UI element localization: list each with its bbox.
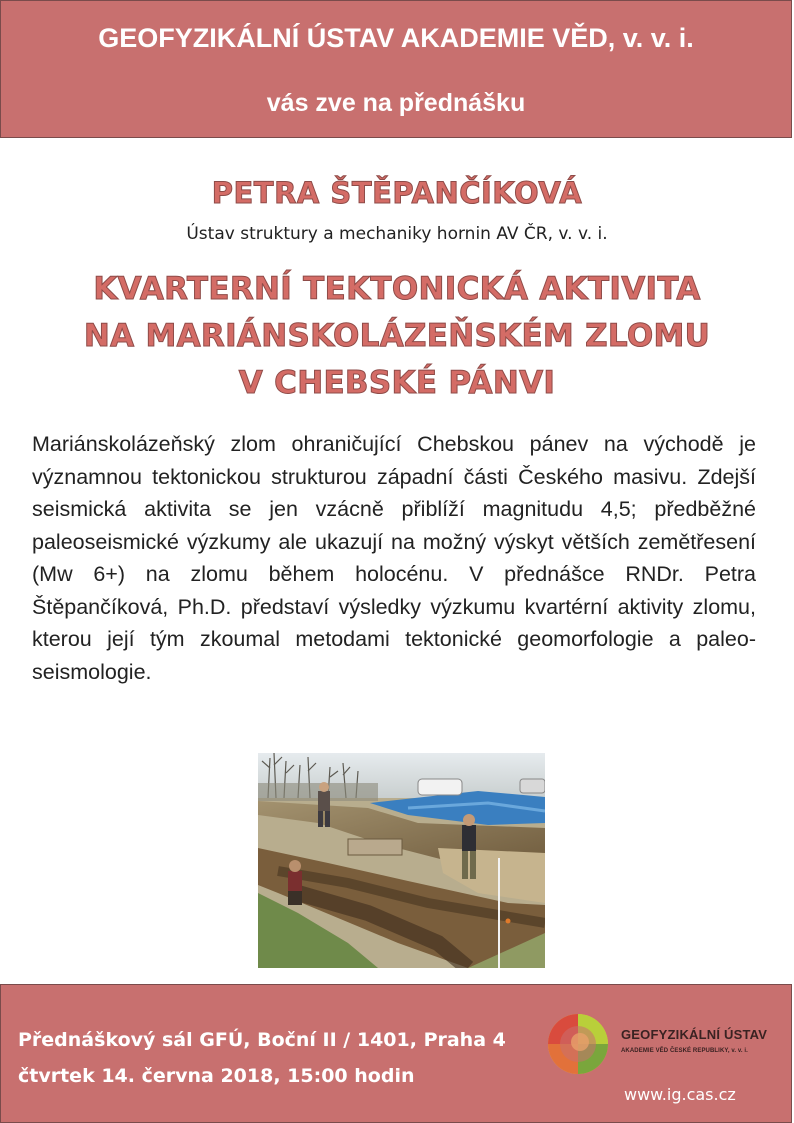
header-band (0, 0, 792, 138)
excavation-trench-photo (258, 753, 545, 968)
speaker-name: PETRA ŠTĚPANČÍKOVÁ (211, 176, 583, 210)
logo-subtitle: AKADEMIE VĚD ČESKÉ REPUBLIKY, v. v. i. (621, 1048, 748, 1054)
speaker-affiliation: Ústav struktury a mechaniky hornin AV ČR, v. v. i. (186, 224, 608, 244)
trench-photo-image (258, 753, 545, 968)
institute-name: GEOFYZIKÁLNÍ ÚSTAV AKADEMIE VĚD, v. v. i. (98, 23, 694, 53)
lecture-title-line-1: KVARTERNÍ TEKTONICKÁ AKTIVITA (93, 271, 701, 307)
gfu-logo-icon (547, 1013, 609, 1075)
lecture-title-line-2: NA MARIÁNSKOLÁZEŇSKÉM ZLOMU (83, 318, 711, 354)
lecture-title-line-3: V CHEBSKÉ PÁNVI (238, 365, 556, 401)
lecture-abstract: Mariánskolázeňský zlom ohraničující Chebskou pánev na východě je významnou tektonickou strukturou západní části Českého masivu. Zdejší seismická aktivita se jen vzácně přiblíží magnitudu 4,5; předběžné paleoseismické výzkumy ale ukazují na možný výskyt větších zemětřesení (Mw 6+) na zlomu během holocénu. V přednášce RNDr. Petra Štěpančíková, Ph.D. představí výsledky výzkumu kvartérní aktivity zlomu, kterou její tým zkoumal metodami tektonické geomorfologie a paleo-seismologie. (32, 432, 756, 684)
lecture-datetime: čtvrtek 14. června 2018, 15:00 hodin (18, 1065, 415, 1087)
website-link[interactable]: www.ig.cas.cz (624, 1085, 736, 1104)
invitation-text: vás zve na přednášku (266, 89, 526, 117)
lecture-title (0, 266, 794, 407)
logo-name: GEOFYZIKÁLNÍ ÚSTAV (621, 1027, 768, 1042)
footer-band (0, 984, 792, 1123)
lecture-venue: Přednáškový sál GFÚ, Boční II / 1401, Praha 4 (18, 1029, 506, 1051)
